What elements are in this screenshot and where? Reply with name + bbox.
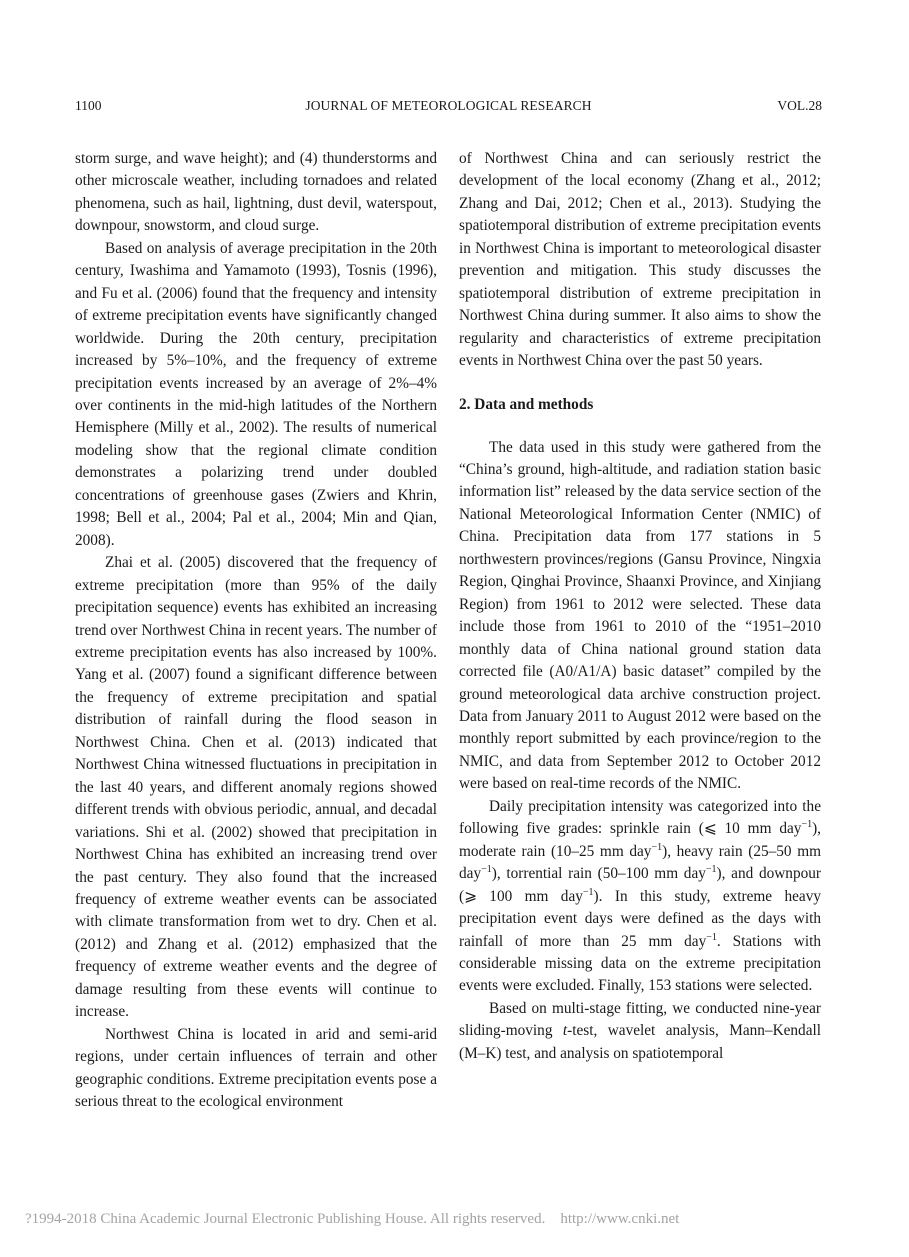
volume-label: VOL.28 bbox=[777, 98, 822, 113]
precipitation-grades-paragraph: Daily precipitation intensity was categorized into the following five grades: sprinkle rain (⩽ 10 mm day$^{-1}$), moderate rain (10–25 mm day$^{-1}$), heavy rain (25–50 mm day$^{-1}$), torrential rain (50–100 mm day$^{-1}$), and downpour (⩾ 100 mm day$^{-1}$). In this study, extreme heavy precipitation event days were defined as the days with rainfall of more than 25 mm day$^{-1}$. Stations with considerable missing data on the extreme precipitation events were excluded. Finally, 153 stations were selected. bbox=[459, 797, 821, 995]
copyright-footer bbox=[25, 1211, 679, 1228]
paragraph: Zhai et al. (2005) discovered that the frequency of extreme precipitation (more than 95% of the daily precipitation sequence) events has exhibited an increasing trend over Northwest China in recent years. The number of extreme precipitation events has also increased by 100%. Yang et al. (2007) found a significant difference between the frequency of extreme precipitation and spatial distribution of rainfall during the flood season in Northwest China. Chen et al. (2013) indicated that Northwest China witnessed fluctuations in precipitation in the last 40 years, and different anomaly regions showed different trends with obvious periodic, annual, and decadal variations. Shi et al. (2002) showed that precipitation in Northwest China has exhibited an increasing trend over the past century. They also found that the increased frequency of extreme weather events can be associated with climate transformation from wet to dry. Chen et al. (2012) and Zhang et al. (2012) emphasized that the frequency of extreme weather events and the degree of damage resulting from these events will continue to increase. bbox=[75, 554, 437, 1021]
journal-title: JOURNAL OF METEOROLOGICAL RESEARCH bbox=[305, 98, 592, 113]
paragraph: Based on analysis of average precipitation in the 20th century, Iwashima and Yamamoto (1993), Tosnis (1996), and Fu et al. (2006) found that the frequency and intensity of extreme precipitation events have significantly changed worldwide. During the 20th century, precipitation increased by 5%–10%, and the frequency of extreme precipitation events increased by an average of 2%–4% over continents in the mid-high latitudes of the Northern Hemisphere (Milly et al., 2002). The results of numerical modeling show that the regional climate condition demonstrates a polarizing trend under doubled concentrations of greenhouse gases (Zwiers and Khrin, 1998; Bell et al., 2004; Pal et al., 2004; Min and Qian, 2008). bbox=[75, 239, 437, 549]
paragraph: of Northwest China and can seriously restrict the development of the local economy (Zhang et al., 2012; Zhang and Dai, 2012; Chen et al., 2013). Studying the spatiotemporal distribution of extreme precipitation events in Northwest China is important to meteorological disaster prevention and mitigation. This study discusses the spatiotemporal distribution of extreme precipitation in Northwest China during summer. It also aims to show the regularity and characteristics of extreme precipitation events in Northwest China over the past 50 years. bbox=[459, 150, 821, 370]
paragraph: storm surge, and wave height); and (4) thunderstorms and other microscale weather, including tornadoes and related phenomena, such as hail, lightning, dust devil, waterspout, downpour, snowstorm, and cloud surge. bbox=[75, 150, 437, 235]
methods-paragraph: Based on multi-stage fitting, we conducted nine-year sliding-moving t-test, wavelet analysis, Mann–Kendall (M–K) test, and analysis on spatiotemporal bbox=[459, 999, 821, 1062]
section-heading: 2. Data and methods bbox=[459, 395, 594, 413]
copyright-text: ?1994-2018 China Academic Journal Electronic Publishing House. All rights reserved. bbox=[25, 1211, 546, 1227]
footer-url: http://www.cnki.net bbox=[560, 1211, 680, 1227]
paragraph: Northwest China is located in arid and semi-arid regions, under certain influences of terrain and other geographic conditions. Extreme precipitation events pose a serious threat to the ecological environment bbox=[75, 1025, 437, 1111]
page-number: 1100 bbox=[75, 98, 102, 113]
running-header bbox=[75, 98, 822, 118]
paragraph: The data used in this study were gathered from the “China’s ground, high-altitude, and radiation station basic information list” released by the data service section of the National Meteorological Information Center (NMIC) of China. Precipitation data from 177 stations in 5 northwestern provinces/regions (Gansu Province, Ningxia Region, Qinghai Province, Shaanxi Province, and Xinjiang Region) from 1961 to 2012 were selected. These data include those from 1961 to 2010 of the “1951–2010 monthly data of China national ground station data corrected file (A0/A1/A) basic dataset” compiled by the ground meteorological data archive construction project. Data from January 2011 to August 2012 were based on the monthly report submitted by each province/region to the NMIC, and data from September 2012 to October 2012 were based on real-time records of the NMIC. bbox=[459, 438, 821, 793]
right-column bbox=[459, 148, 821, 1065]
left-column bbox=[75, 148, 437, 1113]
